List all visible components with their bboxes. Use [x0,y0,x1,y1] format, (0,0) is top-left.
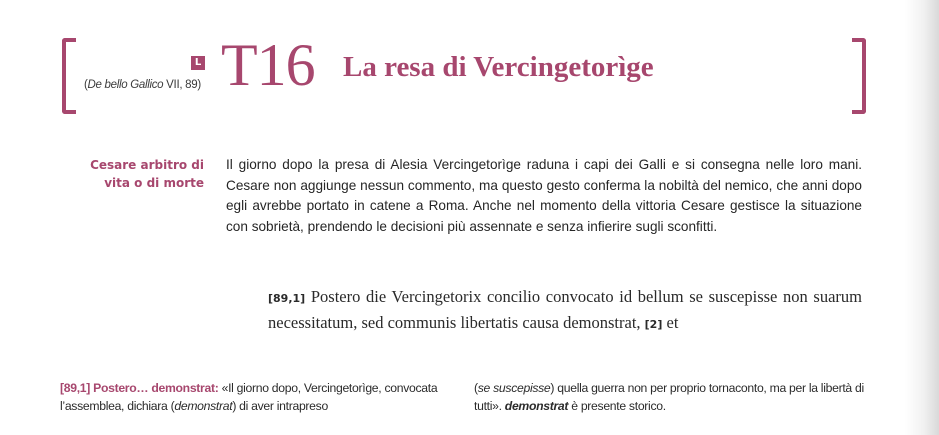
footnote-italic: demonstrat [174,399,233,413]
footnote-italic: se suscepisse [477,381,551,395]
text-number: T16 [221,32,315,98]
footnote-column-2 [474,379,874,415]
source-work-title: De bello Gallico [87,79,164,91]
margin-note [54,156,204,192]
footnote-text-b: è presente storico. [568,399,666,413]
margin-note-line-2: vita o di morte [104,176,204,190]
footnote-text-a: ) quella guerra non per proprio tornaconto, ma per la libertà di tutti». [474,381,864,413]
latin-tail: et [662,313,679,332]
header-right-bracket [852,38,866,114]
page-gutter-shadow [905,0,939,435]
source-reference [84,79,201,91]
footnote-column-1 [60,379,452,415]
header-left-bracket [62,38,76,114]
latin-ref-2: [2] [644,318,663,331]
latin-text: Postero die Vercingetorix concilio convocato id bellum se suscepisse non suarum necessitatum, sed communis libertatis causa demonstrat, [268,287,862,332]
footnote-bold-italic: demonstrat [504,399,569,413]
page-title: La resa di Vercingetorìge [343,51,654,83]
footnote-ref: [89,1] Postero… demonstrat: [60,381,219,395]
latin-badge: L [191,56,205,70]
margin-note-line-1: Cesare arbitro di [90,158,204,172]
footnote-text-b: ) di aver intrapreso [232,399,328,413]
latin-passage [268,285,862,337]
intro-paragraph: Il giorno dopo la presa di Alesia Vercingetorìge raduna i capi dei Galli e si consegna nelle loro mani. Cesare non aggiunge nessun commento, ma questo gesto conferma la nobiltà del nemico, che anni dopo egli avrebbe portato in catene a Roma. Anche nel momento della vittoria Cesare gestisce la situazione con sobrietà, prendendo le decisioni più assennate e senza infierire sugli sconfitti. [226,157,862,234]
source-open-paren: ( [84,79,88,91]
source-chapter: VII, 89) [163,79,201,91]
footnote-text-a: «Il giorno dopo, Vercingetorìge, convocata l’assemblea, dichiara ( [60,381,438,413]
latin-ref-89-1: [89,1] [268,292,306,305]
footnote-open-paren: ( [474,381,478,395]
